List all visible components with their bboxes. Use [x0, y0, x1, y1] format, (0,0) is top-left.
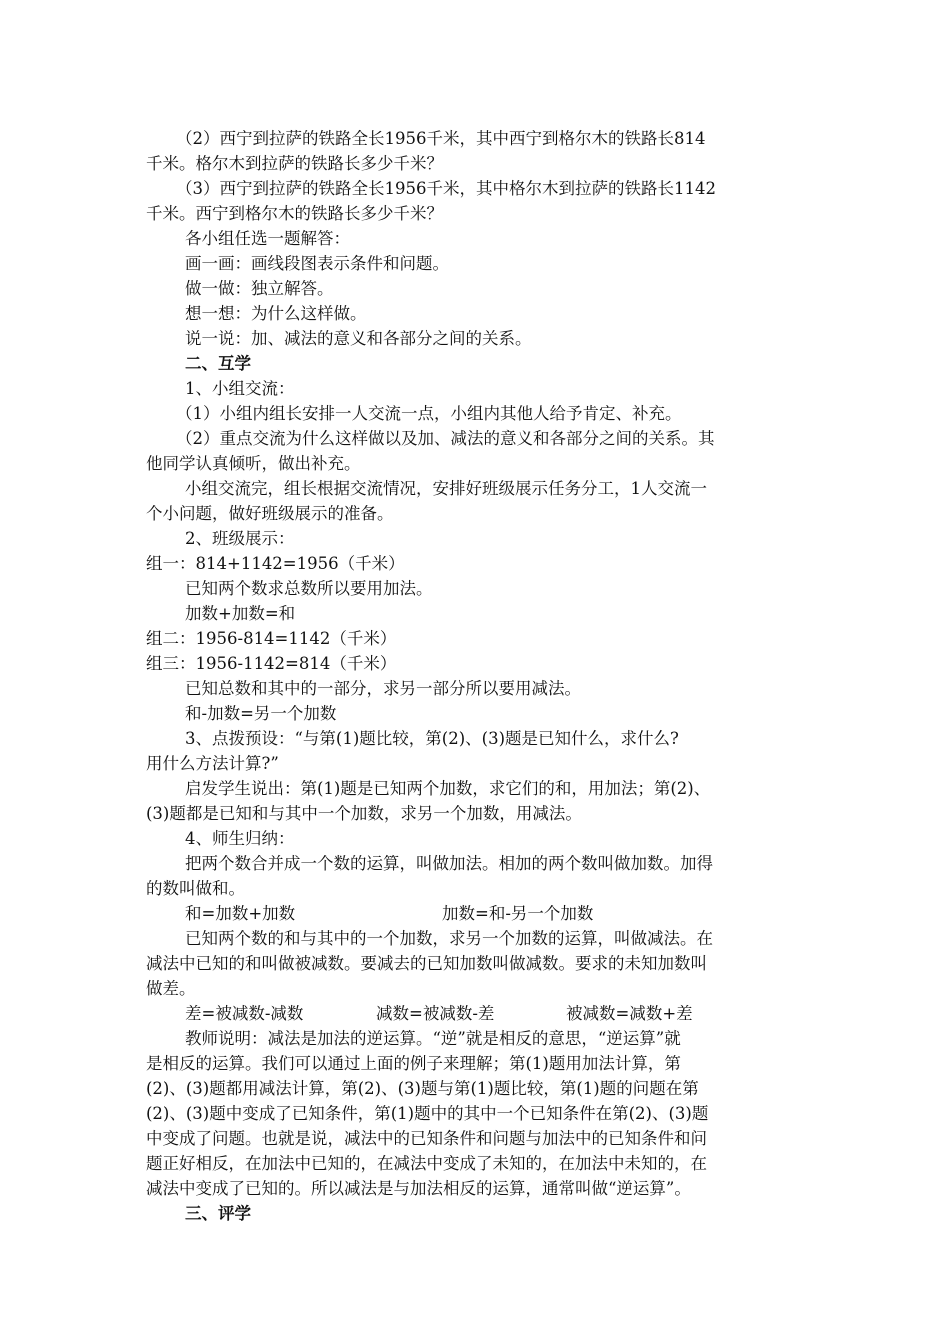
formula-minuend: 被减数=减数+差 [566, 1004, 693, 1023]
subheading-group-exchange: 1、小组交流： [185, 379, 295, 398]
subheading-summary: 4、师生归纳： [185, 829, 295, 848]
problem-2-line-1: （2）西宁到拉萨的铁路全长1956千米，其中西宁到格尔木的铁路长814 [176, 129, 706, 148]
teacher-note-line-1: 教师说明：减法是加法的逆运算。“逆”就是相反的意思，“逆运算”就 [185, 1029, 681, 1048]
step-do: 做一做：独立解答。 [185, 279, 334, 298]
group-2-equation: 组二：1956-814=1142（千米） [146, 629, 397, 648]
subtraction-definition-line-1: 已知两个数的和与其中的一个加数，求另一个加数的运算，叫做减法。在 [185, 929, 713, 948]
guidance-line-2: 用什么方法计算?” [146, 754, 279, 773]
section-heading-3: 三、评学 [185, 1204, 251, 1223]
exchange-note-line-2: 个小问题，做好班级展示的准备。 [146, 504, 394, 523]
addition-definition-line-1: 把两个数合并成一个数的运算，叫做加法。相加的两个数叫做加数。加得 [185, 854, 713, 873]
exchange-note-line-1: 小组交流完，组长根据交流情况，安排好班级展示任务分工，1人交流一 [185, 479, 707, 498]
teacher-note-line-4: (2)、(3)题中变成了已知条件，第(1)题中的其中一个已知条件在第(2)、(3)题 [146, 1104, 709, 1123]
formula-addend: 加数=和-另一个加数 [442, 904, 594, 923]
group-1-equation: 组一：814+1142=1956（千米） [146, 554, 405, 573]
problem-3-line-2: 千米。西宁到格尔木的铁路长多少千米？ [146, 204, 443, 223]
guidance-line-1: 3、点拨预设：“与第(1)题比较，第(2)、(3)题是已知什么，求什么? [185, 729, 679, 748]
formula-difference: 差=被减数-减数 [185, 1004, 304, 1023]
addition-definition-line-2: 的数叫做和。 [146, 879, 245, 898]
group-3-equation: 组三：1956-1142=814（千米） [146, 654, 397, 673]
subheading-class-show: 2、班级展示： [185, 529, 295, 548]
teacher-note-line-2: 是相反的运算。我们可以通过上面的例子来理解；第(1)题用加法计算，第 [146, 1054, 681, 1073]
problem-2-line-2: 千米。格尔木到拉萨的铁路长多少千米？ [146, 154, 443, 173]
teacher-note-line-7: 减法中变成了已知的。所以减法是与加法相反的运算，通常叫做“逆运算”。 [146, 1179, 691, 1198]
step-draw: 画一画：画线段图表示条件和问题。 [185, 254, 449, 273]
step-think: 想一想：为什么这样做。 [185, 304, 367, 323]
group-instruction: 各小组任选一题解答： [185, 229, 350, 248]
problem-3-line-1: （3）西宁到拉萨的铁路全长1956千米，其中格尔木到拉萨的铁路长1142 [176, 179, 716, 198]
subtraction-definition-line-3: 做差。 [146, 979, 196, 998]
subtraction-explanation: 已知总数和其中的一部分，求另一部分所以要用减法。 [185, 679, 581, 698]
inspire-line-2: (3)题都是已知和与其中一个加数，求另一个加数，用减法。 [146, 804, 582, 823]
section-heading-2: 二、互学 [185, 354, 251, 373]
exchange-item-1: （1）小组内组长安排一人交流一点，小组内其他人给予肯定、补充。 [176, 404, 682, 423]
formula-subtrahend: 减数=被减数-差 [376, 1004, 495, 1023]
addition-formula: 加数+加数=和 [185, 604, 296, 623]
teacher-note-line-6: 题正好相反，在加法中已知的，在减法中变成了未知的，在加法中未知的，在 [146, 1154, 707, 1173]
teacher-note-line-3: (2)、(3)题都用减法计算，第(2)、(3)题与第(1)题比较，第(1)题的问题在第 [146, 1079, 699, 1098]
step-say: 说一说：加、减法的意义和各部分之间的关系。 [185, 329, 532, 348]
teacher-note-line-5: 中变成了问题。也就是说，减法中的已知条件和问题与加法中的已知条件和问 [146, 1129, 707, 1148]
exchange-item-2-line-2: 他同学认真倾听，做出补充。 [146, 454, 361, 473]
subtraction-definition-line-2: 减法中已知的和叫做被减数。要减去的已知加数叫做减数。要求的未知加数叫 [146, 954, 707, 973]
formula-sum: 和=加数+加数 [185, 904, 296, 923]
exchange-item-2-line-1: （2）重点交流为什么这样做以及加、减法的意义和各部分之间的关系。其 [176, 429, 715, 448]
group-1-explanation: 已知两个数求总数所以要用加法。 [185, 579, 433, 598]
subtraction-formula: 和-加数=另一个加数 [185, 704, 337, 723]
inspire-line-1: 启发学生说出：第(1)题是已知两个加数，求它们的和，用加法；第(2)、 [185, 779, 711, 798]
